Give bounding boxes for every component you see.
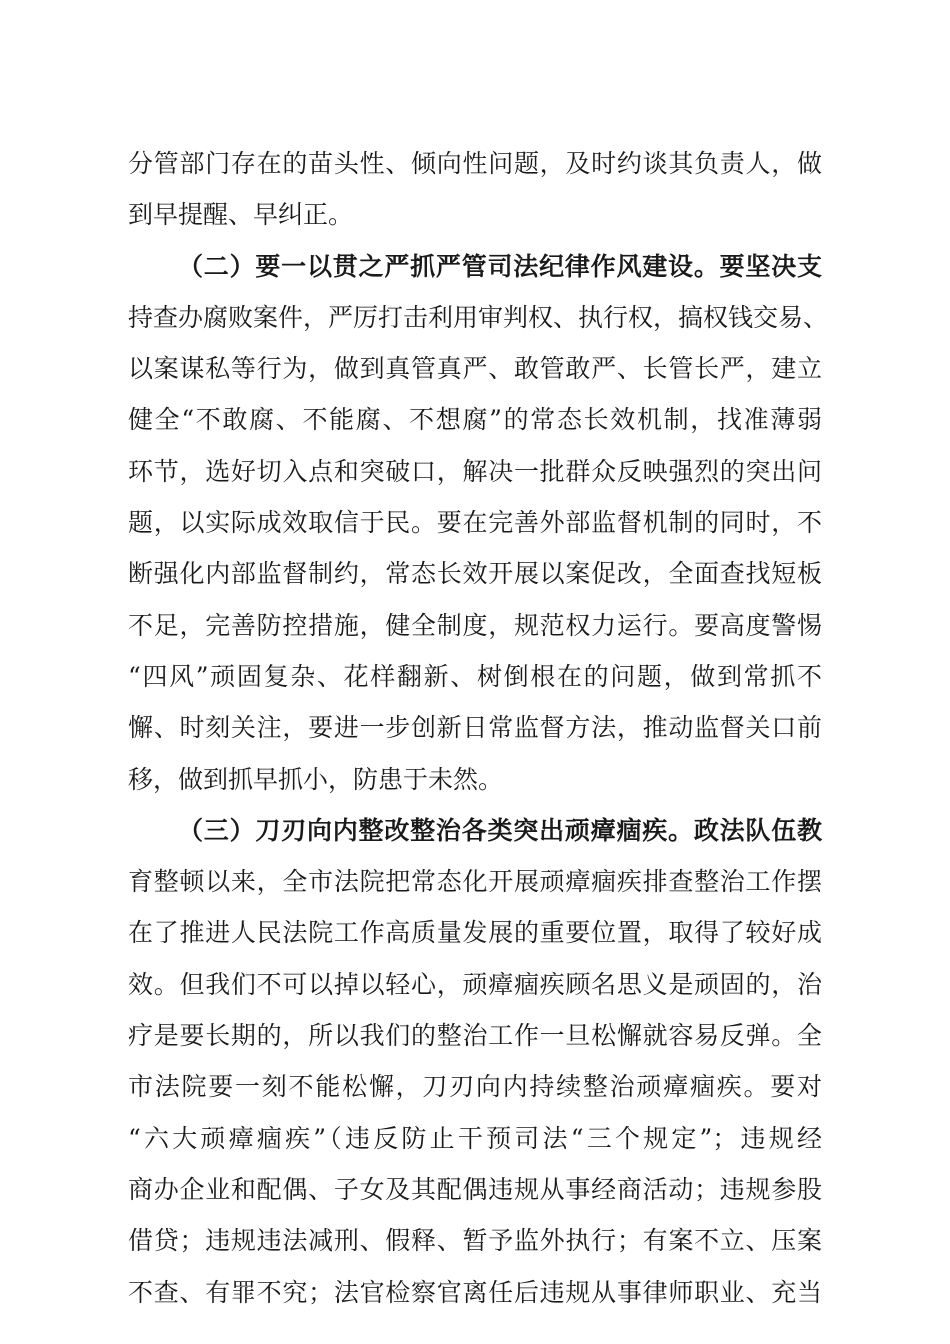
text-line: 市法院要一刻不能松懈，刀刃向内持续整治顽瘴痼疾。要对 — [128, 1072, 822, 1102]
text-line: 不查、有罪不究；法官检察官离任后违规从事律师职业、充当 — [128, 1277, 822, 1307]
text-line: 健全“不敢腐、不能腐、不想腐”的常态长效机制，找准薄弱 — [128, 405, 822, 435]
text-line: 育整顿以来，全市法院把常态化开展顽瘴痼疾排查整治工作摆 — [128, 867, 822, 897]
document-body — [128, 138, 829, 1318]
text-line: 商办企业和配偶、子女及其配偶违规从事经商活动；违规参股 — [128, 1174, 822, 1204]
section-heading-2: （二）要一以贯之严抓严管司法纪律作风建设。要坚决支 — [178, 251, 822, 281]
text-line: “四风”顽固复杂、花样翻新、树倒根在的问题，做到常抓不 — [128, 661, 822, 691]
text-line: 移，做到抓早抓小，防患于未然。 — [128, 764, 504, 794]
text-line: 到早提醒、早纠正。 — [128, 200, 354, 230]
text-line: 借贷；违规违法减刑、假释、暂予监外执行；有案不立、压案 — [128, 1226, 822, 1256]
text-line: 环节，选好切入点和突破口，解决一批群众反映强烈的突出问 — [128, 456, 822, 486]
text-line: 题，以实际成效取信于民。要在完善外部监督机制的同时，不 — [128, 508, 822, 538]
text-line: 持查办腐败案件，严厉打击利用审判权、执行权，搞权钱交易、 — [128, 302, 829, 332]
text-line: 效。但我们不可以掉以轻心，顽瘴痼疾顾名思义是顽固的，治 — [128, 969, 822, 999]
text-line: 断强化内部监督制约，常态长效开展以案促改，全面查找短板 — [128, 559, 822, 589]
text-line: 在了推进人民法院工作高质量发展的重要位置，取得了较好成 — [128, 918, 822, 948]
section-heading-3: （三）刀刃向内整改整治各类突出顽瘴痼疾。政法队伍教 — [178, 815, 822, 845]
text-line: 分管部门存在的苗头性、倾向性问题，及时约谈其负责人，做 — [128, 149, 822, 178]
text-line: 疗是要长期的，所以我们的整治工作一旦松懈就容易反弹。全 — [128, 1021, 822, 1051]
text-line: 懈、时刻关注，要进一步创新日常监督方法，推动监督关口前 — [128, 713, 822, 743]
text-line: “六大顽瘴痼疾”（违反防止干预司法“三个规定”；违规经 — [128, 1123, 822, 1153]
text-line: 不足，完善防控措施，健全制度，规范权力运行。要高度警惕 — [128, 610, 822, 640]
text-line: 以案谋私等行为，做到真管真严、敢管敢严、长管长严，建立 — [128, 354, 822, 384]
